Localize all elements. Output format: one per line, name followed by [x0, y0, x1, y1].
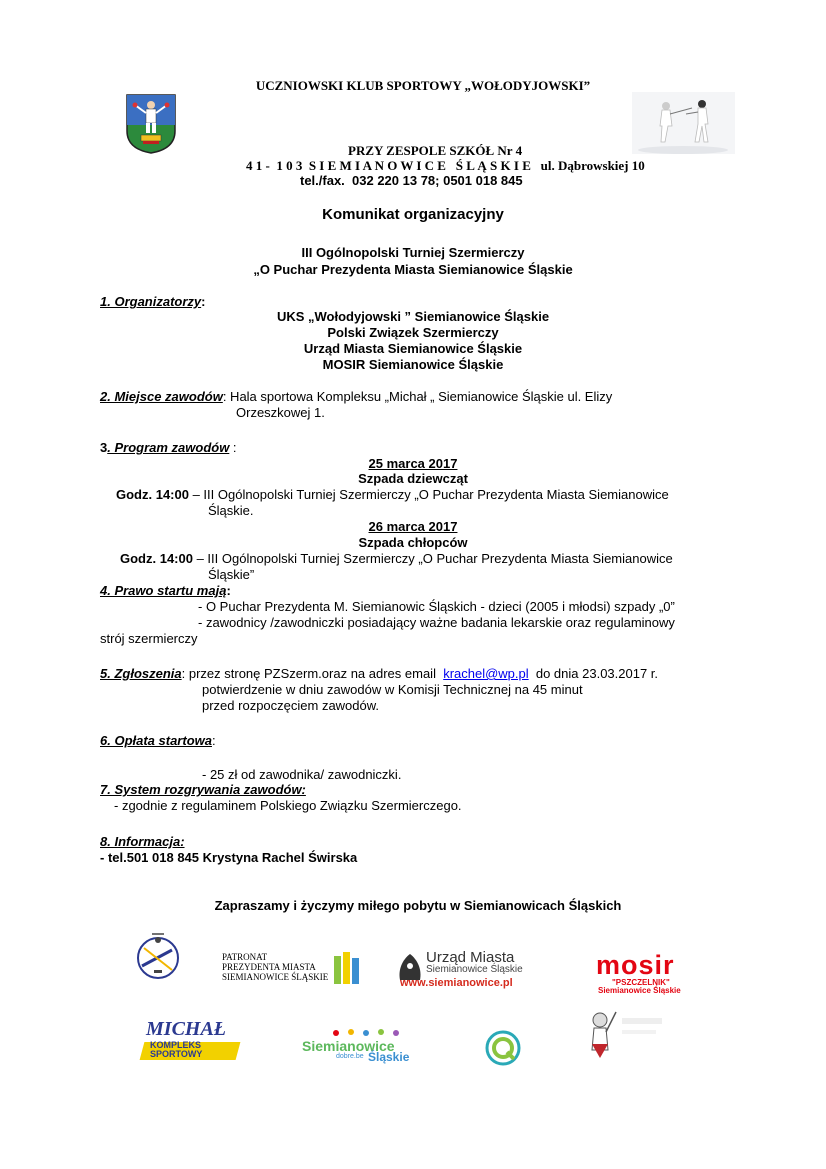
section-4-line-2: - zawodnicy /zawodniczki posiadający ważne badania lekarskie oraz regulaminowy: [198, 615, 675, 630]
address-city: 4 1 - 1 0 3 S I E M I A N O W I C E Ś L Ą S K I E: [246, 158, 531, 173]
section-2-line-2: Orzeszkowej 1.: [236, 405, 325, 420]
siemianowice-logo: [296, 1028, 426, 1064]
dots-icon: [296, 1028, 426, 1038]
day-2-event: Szpada chłopców: [358, 535, 468, 550]
section-8-heading: 8. Informacja:: [100, 834, 185, 849]
address-street: ul. Dąbrowskiej 10: [540, 158, 645, 173]
section-5-line-3: przed rozpoczęciem zawodów.: [202, 698, 380, 713]
organizer-item: UKS „Wołodyjowski ” Siemianowice Śląskie: [276, 309, 550, 324]
michal-logo: [142, 1018, 240, 1062]
urzad-text-2: Siemianowice Śląskie: [426, 964, 523, 975]
section-4-heading: 4. Prawo startu mają:: [100, 583, 231, 598]
michal-text-1: MICHAŁ: [146, 1018, 227, 1040]
day-2-program-cont: Śląskie”: [208, 567, 255, 582]
mosir-city: Siemianowice Śląskie: [598, 986, 681, 995]
uks-emblem-icon: [132, 930, 184, 982]
patronat-text-3: SIEMIANOWICE ŚLĄSKIE: [222, 972, 329, 982]
patronat-logo: [222, 952, 328, 982]
club-name: UCZNIOWSKI KLUB SPORTOWY „WOŁODYJOWSKI”: [255, 78, 591, 93]
siemianowice-text-1: Siemianowice: [302, 1038, 395, 1054]
urzad-logo: [426, 950, 523, 975]
subtitle-line-2: „O Puchar Prezydenta Miasta Siemianowice Śląskie: [253, 262, 573, 277]
section-2-heading: 2. Miejsce zawodów: [100, 389, 223, 404]
address-line: [246, 158, 645, 174]
organizer-item: MOSIR Siemianowice Śląskie: [322, 357, 504, 372]
michal-text-3: SPORTOWY: [150, 1049, 203, 1059]
page-title: Komunikat organizacyjny: [322, 206, 504, 223]
q-logo-icon: [485, 1030, 521, 1071]
closing-text: Zapraszamy i życzymy miłego pobytu w Siemianowicach Śląskich: [214, 898, 622, 913]
siemianowice-text-2: dobre.be: [336, 1053, 364, 1060]
section-3-heading: 3. Program zawodów :: [100, 440, 237, 455]
subtitle-line-1: III Ogólnopolski Turniej Szermierczy: [301, 245, 525, 260]
section-5-line-1: 5. Zgłoszenia: przez stronę PZSzerm.oraz na adres email krachel@wp.pl do dnia 23.03.2017 r.: [100, 666, 659, 681]
section-4-line-3: strój szermierczy: [100, 631, 198, 646]
mosir-subtitle: "PSZCZELNIK": [612, 978, 670, 987]
uks-logo: [132, 930, 184, 987]
school-name: PRZY ZESPOLE SZKÓŁ Nr 4: [348, 143, 523, 158]
day-1-program-cont: Śląskie.: [208, 503, 254, 518]
section-6-heading: 6. Opłata startowa:: [100, 733, 216, 748]
siemianowice-text-3: Śląskie: [368, 1050, 410, 1064]
section-8-line-1: - tel.501 018 845 Krystyna Rachel Świrska: [100, 850, 358, 865]
day-2-program: Godz. 14:00 – III Ogólnopolski Turniej Szermierczy „O Puchar Prezydenta Miasta Siemianowice: [120, 551, 673, 566]
day-2-date: 26 marca 2017: [368, 519, 458, 534]
urzad-text-1: Urząd Miasta: [426, 949, 515, 966]
patronat-text-1: PATRONAT: [222, 952, 268, 962]
patronat-bars-icon: [334, 952, 360, 989]
fencers-photo: [632, 92, 735, 154]
day-1-event: Szpada dziewcząt: [358, 471, 468, 486]
section-6-line-1: - 25 zł od zawodnika/ zawodniczki.: [202, 767, 402, 782]
organizer-item: Urząd Miasta Siemianowice Śląskie: [303, 341, 523, 356]
urzad-url: www.siemianowice.pl: [400, 977, 513, 989]
section-5-heading: 5. Zgłoszenia: [100, 666, 182, 681]
email-link[interactable]: krachel@wp.pl: [443, 666, 529, 681]
section-4-line-1: - O Puchar Prezydenta M. Siemianowic Śląskich - dzieci (2005 i młodsi) szpady „0”: [198, 599, 675, 614]
mosir-logo-text: mosir: [596, 950, 675, 980]
day-1-date: 25 marca 2017: [368, 456, 458, 471]
section-5-line-2: potwierdzenie w dniu zawodów w Komisji Technicznej na 45 minut: [202, 682, 583, 697]
day-1-program: Godz. 14:00 – III Ogólnopolski Turniej Szermierczy „O Puchar Prezydenta Miasta Siemianowice: [116, 487, 669, 502]
section-7-heading: 7. System rozgrywania zawodów:: [100, 782, 306, 797]
section-2-line-1: 2. Miejsce zawodów: Hala sportowa Kompleksu „Michał „ Siemianowice Śląskie ul. Elizy: [100, 389, 613, 404]
organizer-item: Polski Związek Szermierczy: [327, 325, 499, 340]
coat-of-arms-icon: [125, 93, 177, 160]
fencer-mascot-icon: [586, 1008, 666, 1069]
patronat-text-2: PREZYDENTA MIASTA: [222, 962, 316, 972]
michal-text-2: KOMPLEKS: [150, 1040, 202, 1050]
section-1-heading: 1. Organizatorzy:: [100, 294, 206, 309]
fencers-icon: [632, 92, 735, 154]
phone-line: tel./fax. 032 220 13 78; 0501 018 845: [300, 173, 523, 188]
section-7-line-1: - zgodnie z regulaminem Polskiego Związku Szermierczego.: [114, 798, 462, 813]
